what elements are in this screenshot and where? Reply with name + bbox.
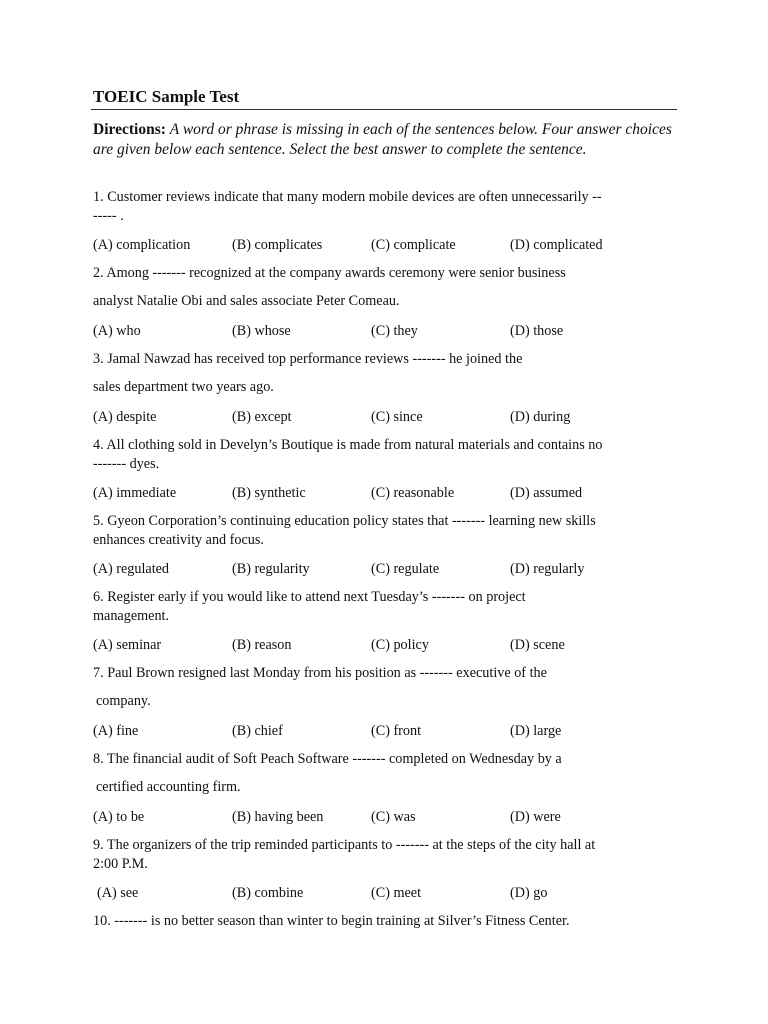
directions-colon: :	[160, 121, 166, 138]
answer-option-c: (C) regulate	[371, 561, 440, 577]
question-text-line: 2. Among ------- recognized at the company awards ceremony were senior business	[93, 265, 566, 281]
question-text-line: 8. The financial audit of Soft Peach Software ------- completed on Wednesday by a	[93, 751, 562, 767]
answer-option-b: (B) complicates	[232, 237, 323, 253]
answer-option-d: (D) go	[510, 885, 548, 901]
answer-option-d: (D) assumed	[510, 485, 583, 501]
answer-option-c: (C) since	[371, 409, 423, 425]
answer-option-c: (C) reasonable	[371, 485, 455, 501]
answer-option-d: (D) those	[510, 323, 564, 339]
answer-option-a: (A) fine	[93, 723, 139, 739]
question-text-line: 4. All clothing sold in Develyn’s Boutique is made from natural materials and contains no	[93, 437, 603, 453]
answer-option-c: (C) policy	[371, 637, 429, 653]
question-text-line: 9. The organizers of the trip reminded participants to ------- at the steps of the city hall at	[93, 837, 596, 853]
answer-option-d: (D) scene	[510, 637, 565, 653]
question-text-line: enhances creativity and focus.	[93, 532, 264, 548]
answer-option-a: (A) complication	[93, 237, 191, 253]
question-text-line: 10. ------- is no better season than winter to begin training at Silver’s Fitness Center.	[93, 913, 570, 929]
question-text-line: 1. Customer reviews indicate that many modern mobile devices are often unnecessarily --	[93, 189, 602, 205]
answer-option-b: (B) whose	[232, 323, 291, 339]
question-text-line: ------- dyes.	[93, 456, 160, 472]
question-text-line: certified accounting firm.	[96, 779, 241, 795]
question-text-line: sales department two years ago.	[93, 379, 274, 395]
page-title: TOEIC Sample Test	[93, 87, 240, 106]
question-text-line: 6. Register early if you would like to attend next Tuesday’s ------- on project	[93, 589, 526, 605]
answer-option-a: (A) see	[97, 885, 139, 901]
answer-option-a: (A) to be	[93, 809, 145, 825]
answer-option-d: (D) regularly	[510, 561, 585, 577]
directions-label: Directions	[93, 121, 161, 138]
answer-option-b: (B) combine	[232, 885, 304, 901]
answer-option-b: (B) synthetic	[232, 485, 306, 501]
question-text-line: company.	[96, 693, 151, 709]
question-text-line: 3. Jamal Nawzad has received top performance reviews ------- he joined the	[93, 351, 523, 367]
answer-option-b: (B) having been	[232, 809, 324, 825]
question-text-line: 7. Paul Brown resigned last Monday from his position as ------- executive of the	[93, 665, 547, 681]
directions-text: A word or phrase is missing in each of the sentences below. Four answer choices are given below each sentence. Select the best answer to complete the sentence.	[93, 121, 672, 158]
answer-option-c: (C) complicate	[371, 237, 456, 253]
answer-option-b: (B) regularity	[232, 561, 310, 577]
answer-option-d: (D) large	[510, 723, 562, 739]
answer-option-a: (A) immediate	[93, 485, 177, 501]
answer-option-b: (B) reason	[232, 637, 292, 653]
answer-option-d: (D) complicated	[510, 237, 603, 253]
answer-option-a: (A) who	[93, 323, 141, 339]
answer-option-c: (C) meet	[371, 885, 422, 901]
answer-option-d: (D) during	[510, 409, 571, 425]
answer-option-a: (A) despite	[93, 409, 157, 425]
answer-option-c: (C) was	[371, 809, 416, 825]
answer-option-b: (B) except	[232, 409, 292, 425]
answer-option-c: (C) front	[371, 723, 422, 739]
directions	[93, 120, 683, 159]
question-text-line: ----- .	[93, 208, 124, 224]
question-text-line: management.	[93, 608, 170, 624]
answer-option-a: (A) regulated	[93, 561, 170, 577]
question-text-line: analyst Natalie Obi and sales associate Peter Comeau.	[93, 293, 400, 309]
answer-option-b: (B) chief	[232, 723, 283, 739]
question-text-line: 2:00 P.M.	[93, 856, 148, 872]
answer-option-c: (C) they	[371, 323, 418, 339]
answer-option-d: (D) were	[510, 809, 561, 825]
answer-option-a: (A) seminar	[93, 637, 162, 653]
question-text-line: 5. Gyeon Corporation’s continuing education policy states that ------- learning new skills	[93, 513, 596, 529]
title-divider	[91, 109, 677, 110]
